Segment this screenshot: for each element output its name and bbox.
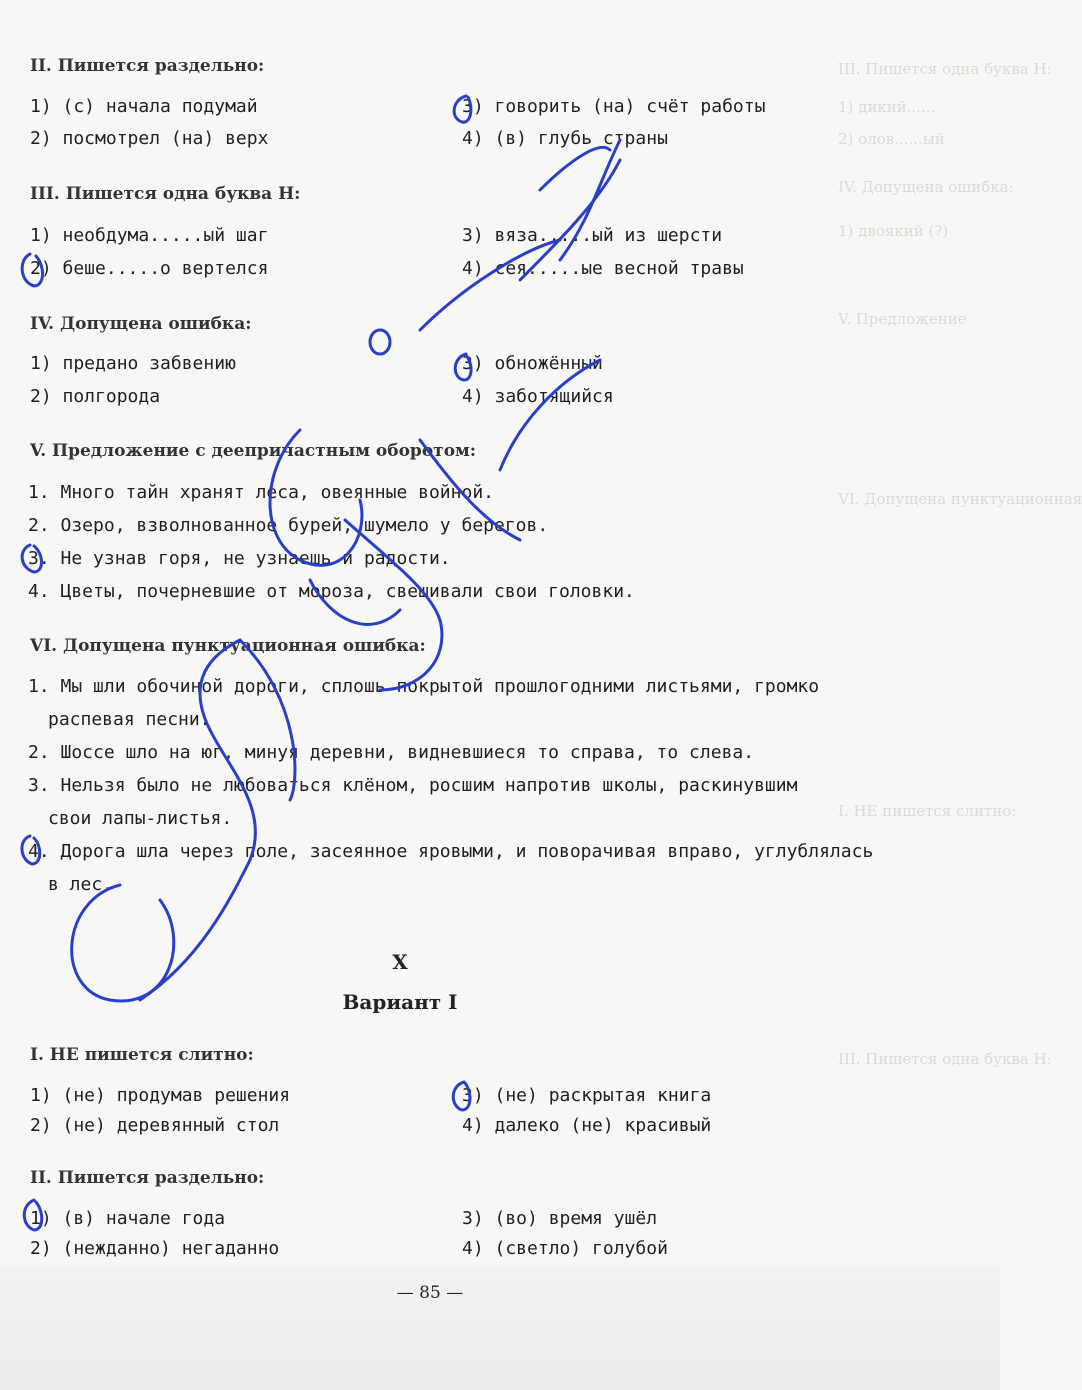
sentence-2: 2. Шоссе шло на юг, минуя деревни, видневшиеся то справа, то слева. [28, 742, 755, 763]
section-heading: II. Пишется раздельно: [30, 1168, 265, 1188]
page-number: — 85 — [396, 1283, 464, 1303]
sentence-2: 2. Озеро, взволнованное бурей, шумело у берегов. [28, 515, 549, 536]
sentence-4-continuation: в лес. [48, 874, 114, 895]
option-4: 4) далеко (не) красивый [462, 1115, 712, 1136]
option-2: 2) посмотрел (на) верх [30, 128, 269, 149]
bleed-through-text: III. Пишется одна буква Н: [838, 1050, 1052, 1068]
bleed-through-text: 1) двоякий (?) [838, 222, 949, 240]
sentence-4: 4. Дорога шла через поле, засеянное яровыми, и поворачивая вправо, углублялась [28, 841, 874, 862]
option-1: 1) необдума.....ый шаг [30, 225, 269, 246]
bleed-through-text: VI. Допущена пунктуационная [838, 490, 1082, 508]
bleed-through-text: III. Пишется одна буква Н: [838, 60, 1052, 78]
option-2: 2) (нежданно) негаданно [30, 1238, 280, 1259]
option-2: 2) полгорода [30, 386, 161, 407]
sentence-4: 4. Цветы, почерневшие от мороза, свешивали свои головки. [28, 581, 635, 602]
handwriting-stroke [140, 860, 250, 1000]
option-2: 2) беше.....о вертелся [30, 258, 269, 279]
section-heading: II. Пишется раздельно: [30, 56, 265, 76]
section-heading: VI. Допущена пунктуационная ошибка: [30, 636, 426, 656]
bleed-through-text: I. НЕ пишется слитно: [838, 802, 1017, 820]
section-heading: III. Пишется одна буква Н: [30, 184, 301, 204]
option-1: 1) (не) продумав решения [30, 1085, 291, 1106]
section-heading: V. Предложение с деепричастным оборотом: [30, 441, 477, 461]
sentence-3-continuation: свои лапы-листья. [48, 808, 233, 829]
option-3: 3) (не) раскрытая книга [462, 1085, 712, 1106]
option-1: 1) (в) начале года [30, 1208, 226, 1229]
option-4: 4) (светло) голубой [462, 1238, 668, 1259]
option-3: 3) вяза.....ый из шерсти [462, 225, 723, 246]
option-3: 3) обножённый [462, 353, 603, 374]
handwriting-stroke [420, 240, 560, 330]
bleed-through-text: 2) олов......ый [838, 130, 945, 148]
option-4: 4) сея.....ые весной травы [462, 258, 744, 279]
block-number: X [392, 950, 408, 974]
option-1: 1) (с) начала подумай [30, 96, 258, 117]
sentence-3: 3. Нельзя было не любоваться клёном, росшим напротив школы, раскинувшим [28, 775, 798, 796]
option-2: 2) (не) деревянный стол [30, 1115, 280, 1136]
sentence-1: 1. Много тайн хранят леса, овеянные войной. [28, 482, 494, 503]
option-3: 3) (во) время ушёл [462, 1208, 658, 1229]
bleed-through-text: V. Предложение [838, 310, 967, 328]
bleed-through-text: IV. Допущена ошибка: [838, 178, 1014, 196]
section-heading: IV. Допущена ошибка: [30, 314, 252, 334]
handwriting-stroke [540, 147, 610, 190]
handwriting-stroke [370, 330, 390, 354]
option-4: 4) (в) глубь страны [462, 128, 668, 149]
handwriting-stroke [500, 360, 600, 470]
section-heading: I. НЕ пишется слитно: [30, 1045, 254, 1065]
option-1: 1) предано забвению [30, 353, 236, 374]
option-4: 4) заботящийся [462, 386, 614, 407]
bleed-through-text: 1) дикий...... [838, 98, 936, 116]
sentence-1: 1. Мы шли обочиной дороги, сплошь покрытой прошлогодними листьями, громко [28, 676, 820, 697]
handwriting-stroke [72, 885, 174, 1001]
handwriting-stroke [345, 520, 442, 690]
option-3: 3) говорить (на) счёт работы [462, 96, 766, 117]
sentence-3: 3. Не узнав горя, не узнаешь и радости. [28, 548, 451, 569]
variant-title: Вариант I [342, 990, 458, 1014]
sentence-1-continuation: распевая песни. [48, 709, 211, 730]
